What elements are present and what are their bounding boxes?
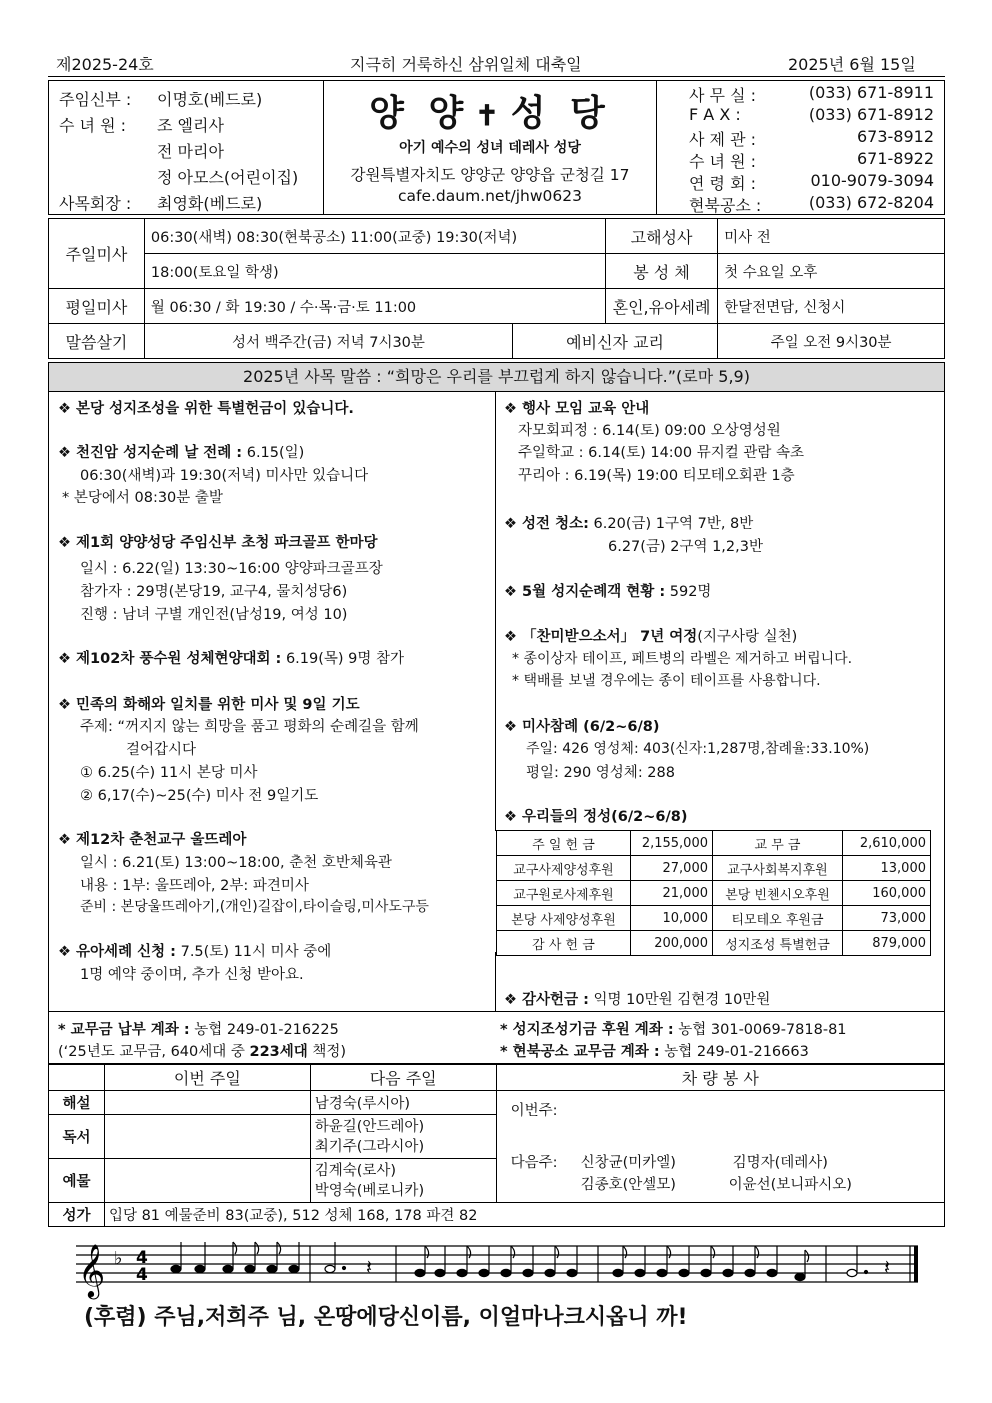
offering-amount: 160,000 — [843, 881, 931, 906]
contact-value: (033) 671-8912 — [808, 105, 934, 124]
notice-heading: ❖ 5월 성지순례객 현황 : — [504, 584, 666, 600]
offering-amount: 200,000 — [631, 931, 713, 956]
contact-value: 010-9079-3094 — [810, 171, 934, 190]
notice-text: 참가자 : 29명(본당19, 교구4, 물치성당6) — [80, 584, 348, 600]
account-note: (‘25년도 교무금, 640세대 중 — [58, 1044, 250, 1060]
issue-number: 제2025-24호 — [56, 55, 154, 74]
notice-heading: ❖ 감사헌금 : — [504, 992, 589, 1008]
notice-text: 주제: “꺼지지 않는 희망을 품고 평화의 순례길을 함께 — [80, 719, 419, 735]
communion-label: 봉 성 체 — [605, 254, 717, 289]
notice-text: 진행 : 남녀 구별 개인전(남성19, 여성 10) — [80, 607, 348, 623]
notice-heading: ❖ 제102차 풍수원 성체현양대회 : — [58, 651, 282, 667]
notice-heading: ❖ 천진암 성지순례 날 전례 : — [58, 445, 243, 461]
offering-amount: 73,000 — [843, 906, 931, 931]
notice-text: 꾸리아 : 6.19(목) 19:00 티모테오회관 1층 — [518, 468, 795, 484]
music-staff — [48, 1228, 945, 1308]
marriage-label: 혼인,유아세례 — [605, 289, 717, 324]
offering-label: 교 무 금 — [713, 831, 843, 856]
notice-text: 주일학교 : 6.14(토) 14:00 뮤지컬 관람 속초 — [518, 445, 805, 461]
account-number: 농협 249-01-216663 — [659, 1044, 809, 1060]
weekday-mass-label: 평일미사 — [49, 289, 145, 324]
offering-label: 주 일 헌 금 — [497, 831, 631, 856]
svg-text:4: 4 — [136, 1248, 148, 1268]
weekday-mass-times: 월 06:30 / 화 19:30 / 수·목·금·토 11:00 — [144, 289, 605, 324]
notice-text: * 택배를 보낼 경우에는 종이 테이프를 사용합니다. — [512, 673, 821, 689]
offering-label: 본당 빈첸시오후원 — [713, 881, 843, 906]
contact-value: (033) 672-8204 — [808, 193, 934, 212]
cross-icon: ✝ — [475, 99, 505, 132]
staff-role: 주임신부 : — [59, 90, 132, 109]
church-address: 강원특별자치도 양양군 양양읍 군청길 17 — [350, 166, 630, 184]
notice-text: 일시 : 6.22(일) 13:30~16:00 양양파크골프장 — [80, 561, 383, 577]
column-divider — [495, 952, 496, 1012]
car-next-name: 김종호(안셀모) — [580, 1177, 676, 1193]
contact-label: 수 녀 원 : — [689, 152, 757, 171]
staff-name: 최영화(베드로) — [157, 194, 263, 213]
church-url: cafe.daum.net/jhw0623 — [397, 187, 583, 205]
catechumen-info: 주일 오전 9시30분 — [718, 324, 945, 359]
marriage-info: 한달전면담, 신청시 — [718, 289, 945, 324]
notice-text: 6.20(금) 1구역 7반, 8반 — [588, 516, 754, 532]
notice-text: 준비 : 본당울뜨레아기,(개인)길잡이,타이슬링,미사도구등 — [80, 899, 429, 915]
offering-label: 교구사회복지후원 — [713, 856, 843, 881]
this-week-name — [104, 1159, 310, 1203]
next-week-name: 김계숙(로사) 박영숙(베로니카) — [310, 1159, 496, 1203]
svg-text:4: 4 — [136, 1265, 148, 1285]
notice-heading: ❖ 본당 성지조성을 위한 특별헌금이 있습니다. — [58, 401, 354, 417]
account-label: * 교무금 납부 계좌 : — [58, 1022, 190, 1038]
issue-date: 2025년 6월 15일 — [788, 55, 916, 74]
account-label: * 성지조성기금 후원 계좌 : — [500, 1022, 674, 1038]
notice-text: 자모회피정 : 6.14(토) 09:00 오상영성원 — [518, 423, 781, 439]
notice-heading: ❖ 제1회 양양성당 주임신부 초청 파크골프 한마당 — [58, 535, 378, 551]
offering-amount: 879,000 — [843, 931, 931, 956]
offering-label: 교구사제양성후원 — [497, 856, 631, 881]
contact-value: 671-8922 — [856, 149, 934, 168]
car-next-label: 다음주: — [510, 1155, 558, 1171]
feast-title: 지극히 거룩하신 삼위일체 대축일 — [350, 55, 582, 74]
next-week-name: 하윤길(안드레아) 최기주(그라시아) — [310, 1115, 496, 1159]
staff-name: 전 마리아 — [157, 142, 224, 161]
word-info: 성서 백주간(금) 저녁 7시30분 — [144, 324, 512, 359]
refrain-lyrics: (후렴) 주님,저희주 님, 온땅에당신이름, 이얼마나크시옵니 까! — [84, 1305, 688, 1330]
church-name: 성 당 — [510, 92, 611, 134]
treble-clef-icon: 𝄞 — [78, 1243, 106, 1297]
notice-text: 06:30(새벽)과 19:30(저녁) 미사만 있습니다 — [80, 468, 369, 484]
column-divider — [495, 392, 496, 831]
notice-heading: ❖ 성전 청소: — [504, 516, 589, 532]
notice-text: 익명 10만원 김현경 10만원 — [588, 992, 771, 1008]
sunday-mass-label: 주일미사 — [49, 219, 145, 289]
confession-label: 고해성사 — [605, 219, 717, 254]
notice-text: * 종이상자 테이프, 페트병의 라벨은 제거하고 버립니다. — [512, 651, 853, 667]
sunday-mass-times: 06:30(새벽) 08:30(현북공소) 11:00(교중) 19:30(저녁) — [144, 219, 605, 254]
church-title-panel — [324, 81, 657, 214]
service-roster-table — [48, 1064, 945, 1227]
contact-label: 연 령 회 : — [689, 174, 757, 193]
contact-value: 673-8912 — [856, 127, 934, 146]
notice-text: 7.5(토) 11시 미사 중에 — [175, 944, 332, 960]
notice-text: 평일: 290 영성체: 288 — [526, 765, 675, 781]
car-next-name: 이윤선(보니파시오) — [728, 1177, 852, 1193]
hymn-label: 성가 — [49, 1203, 105, 1227]
notice-heading: ❖ 민족의 화해와 일치를 위한 미사 및 9일 기도 — [58, 697, 360, 713]
notice-text: 주일: 426 영성체: 403(신자:1,287명,참례율:33.10%) — [526, 741, 870, 757]
notice-heading: ❖ 유아세례 신청 : — [58, 944, 176, 960]
notice-text: 내용 : 1부: 울뜨레아, 2부: 파견미사 — [80, 878, 309, 894]
offering-amount: 10,000 — [631, 906, 713, 931]
catechumen-label: 예비신자 교리 — [513, 324, 718, 359]
notice-text: 1명 예약 중이며, 추가 신청 받아요. — [80, 967, 304, 983]
car-this-label: 이번주: — [510, 1103, 558, 1119]
staff-panel — [49, 81, 324, 214]
refrain-score — [48, 1228, 945, 1358]
offering-amount: 2,610,000 — [843, 831, 931, 856]
offering-amount: 2,155,000 — [631, 831, 713, 856]
offering-amount: 13,000 — [843, 856, 931, 881]
car-service-header: 차 량 봉 사 — [496, 1065, 944, 1091]
notice-heading: ❖ 미사참례 (6/2~6/8) — [504, 719, 660, 735]
offering-label: 교구원로사제후원 — [497, 881, 631, 906]
header-strip — [48, 50, 945, 77]
offering-label: 감 사 헌 금 — [497, 931, 631, 956]
sunday-mass-times-2: 18:00(토요일 학생) — [144, 254, 605, 289]
account-number: 농협 249-01-216225 — [189, 1022, 339, 1038]
notice-text: * 본당에서 08:30분 출발 — [62, 490, 223, 506]
church-subtitle: 아기 예수의 성녀 데레사 성당 — [399, 140, 581, 156]
offering-amount: 21,000 — [631, 881, 713, 906]
offering-label: 본당 사제양성후원 — [497, 906, 631, 931]
notice-heading: ❖ 우리들의 정성(6/2~6/8) — [504, 809, 688, 825]
staff-name: 이명호(베드로) — [157, 90, 263, 109]
role-label: 예물 — [49, 1159, 105, 1203]
notice-text: ① 6.25(수) 11시 본당 미사 — [80, 765, 258, 781]
contact-label: 사 무 실 : — [689, 86, 757, 105]
staff-name: 정 아모스(어린이집) — [157, 168, 299, 187]
notice-heading: ❖ 「찬미받으소서」 7년 여정 — [504, 629, 698, 645]
pastoral-motto: 2025년 사목 말씀 : “희망은 우리를 부끄럽게 하지 않습니다.”(로마 5,9) — [48, 362, 945, 392]
car-next-name: 신창균(미카엘) — [580, 1155, 676, 1171]
contact-label: 사 제 관 : — [689, 130, 757, 149]
notice-text: 6.19(목) 9명 참가 — [281, 651, 405, 667]
svg-text:𝄽: 𝄽 — [884, 1255, 891, 1279]
svg-text:𝄽: 𝄽 — [366, 1255, 373, 1279]
role-label: 해설 — [49, 1091, 105, 1115]
confession-time: 미사 전 — [718, 219, 945, 254]
notice-heading: ❖ 행사 모임 교육 안내 — [504, 401, 650, 417]
account-note-count: 223세대 — [249, 1044, 308, 1060]
notice-text: 6.27(금) 2구역 1,2,3반 — [608, 539, 763, 555]
word-label: 말씀살기 — [49, 324, 145, 359]
notice-text: 일시 : 6.21(토) 13:00~18:00, 춘천 호반체육관 — [80, 855, 392, 871]
contact-value: (033) 671-8911 — [808, 83, 934, 102]
notice-text: (지구사랑 실천) — [697, 629, 798, 645]
hymn-numbers: 입당 81 예물준비 83(교중), 512 성체 168, 178 파견 82 — [104, 1203, 944, 1227]
staff-role: 수 녀 원 : — [59, 116, 127, 135]
contact-label: F A X : — [689, 105, 741, 124]
this-week-header: 이번 주일 — [104, 1065, 310, 1091]
this-week-name — [104, 1115, 310, 1159]
contact-panel — [657, 81, 946, 214]
role-label: 독서 — [49, 1115, 105, 1159]
car-next-name: 김명자(데레사) — [732, 1155, 828, 1171]
church-name: 양 양 — [369, 92, 470, 134]
parish-header — [48, 80, 945, 215]
next-week-name: 남경숙(루시아) — [310, 1091, 496, 1115]
account-number: 농협 301-0069-7818-81 — [673, 1022, 847, 1038]
staff-name: 조 엘리사 — [157, 116, 224, 135]
account-note: 책정) — [307, 1044, 347, 1060]
notice-text: 걸어갑시다 — [126, 742, 197, 758]
svg-text:♭: ♭ — [114, 1248, 123, 1269]
mass-schedule-table — [48, 218, 945, 359]
communion-time: 첫 수요일 오후 — [718, 254, 945, 289]
notice-text: 592명 — [665, 584, 712, 600]
offering-label: 티모테오 후원금 — [713, 906, 843, 931]
contact-label: 현북공소 : — [689, 196, 762, 215]
account-label: * 현북공소 교무금 계좌 : — [500, 1044, 660, 1060]
next-week-header: 다음 주일 — [310, 1065, 496, 1091]
offering-amount: 27,000 — [631, 856, 713, 881]
offerings-table — [496, 830, 931, 956]
staff-role: 사목회장 : — [59, 194, 132, 213]
notice-text: 6.15(일) — [242, 445, 305, 461]
notice-text: ② 6,17(수)~25(수) 미사 전 9일기도 — [80, 788, 319, 804]
notice-heading: ❖ 제12차 춘천교구 울뜨레아 — [58, 832, 247, 848]
offering-label: 성지조성 특별헌금 — [713, 931, 843, 956]
this-week-name — [104, 1091, 310, 1115]
car-service-cell — [496, 1091, 944, 1203]
